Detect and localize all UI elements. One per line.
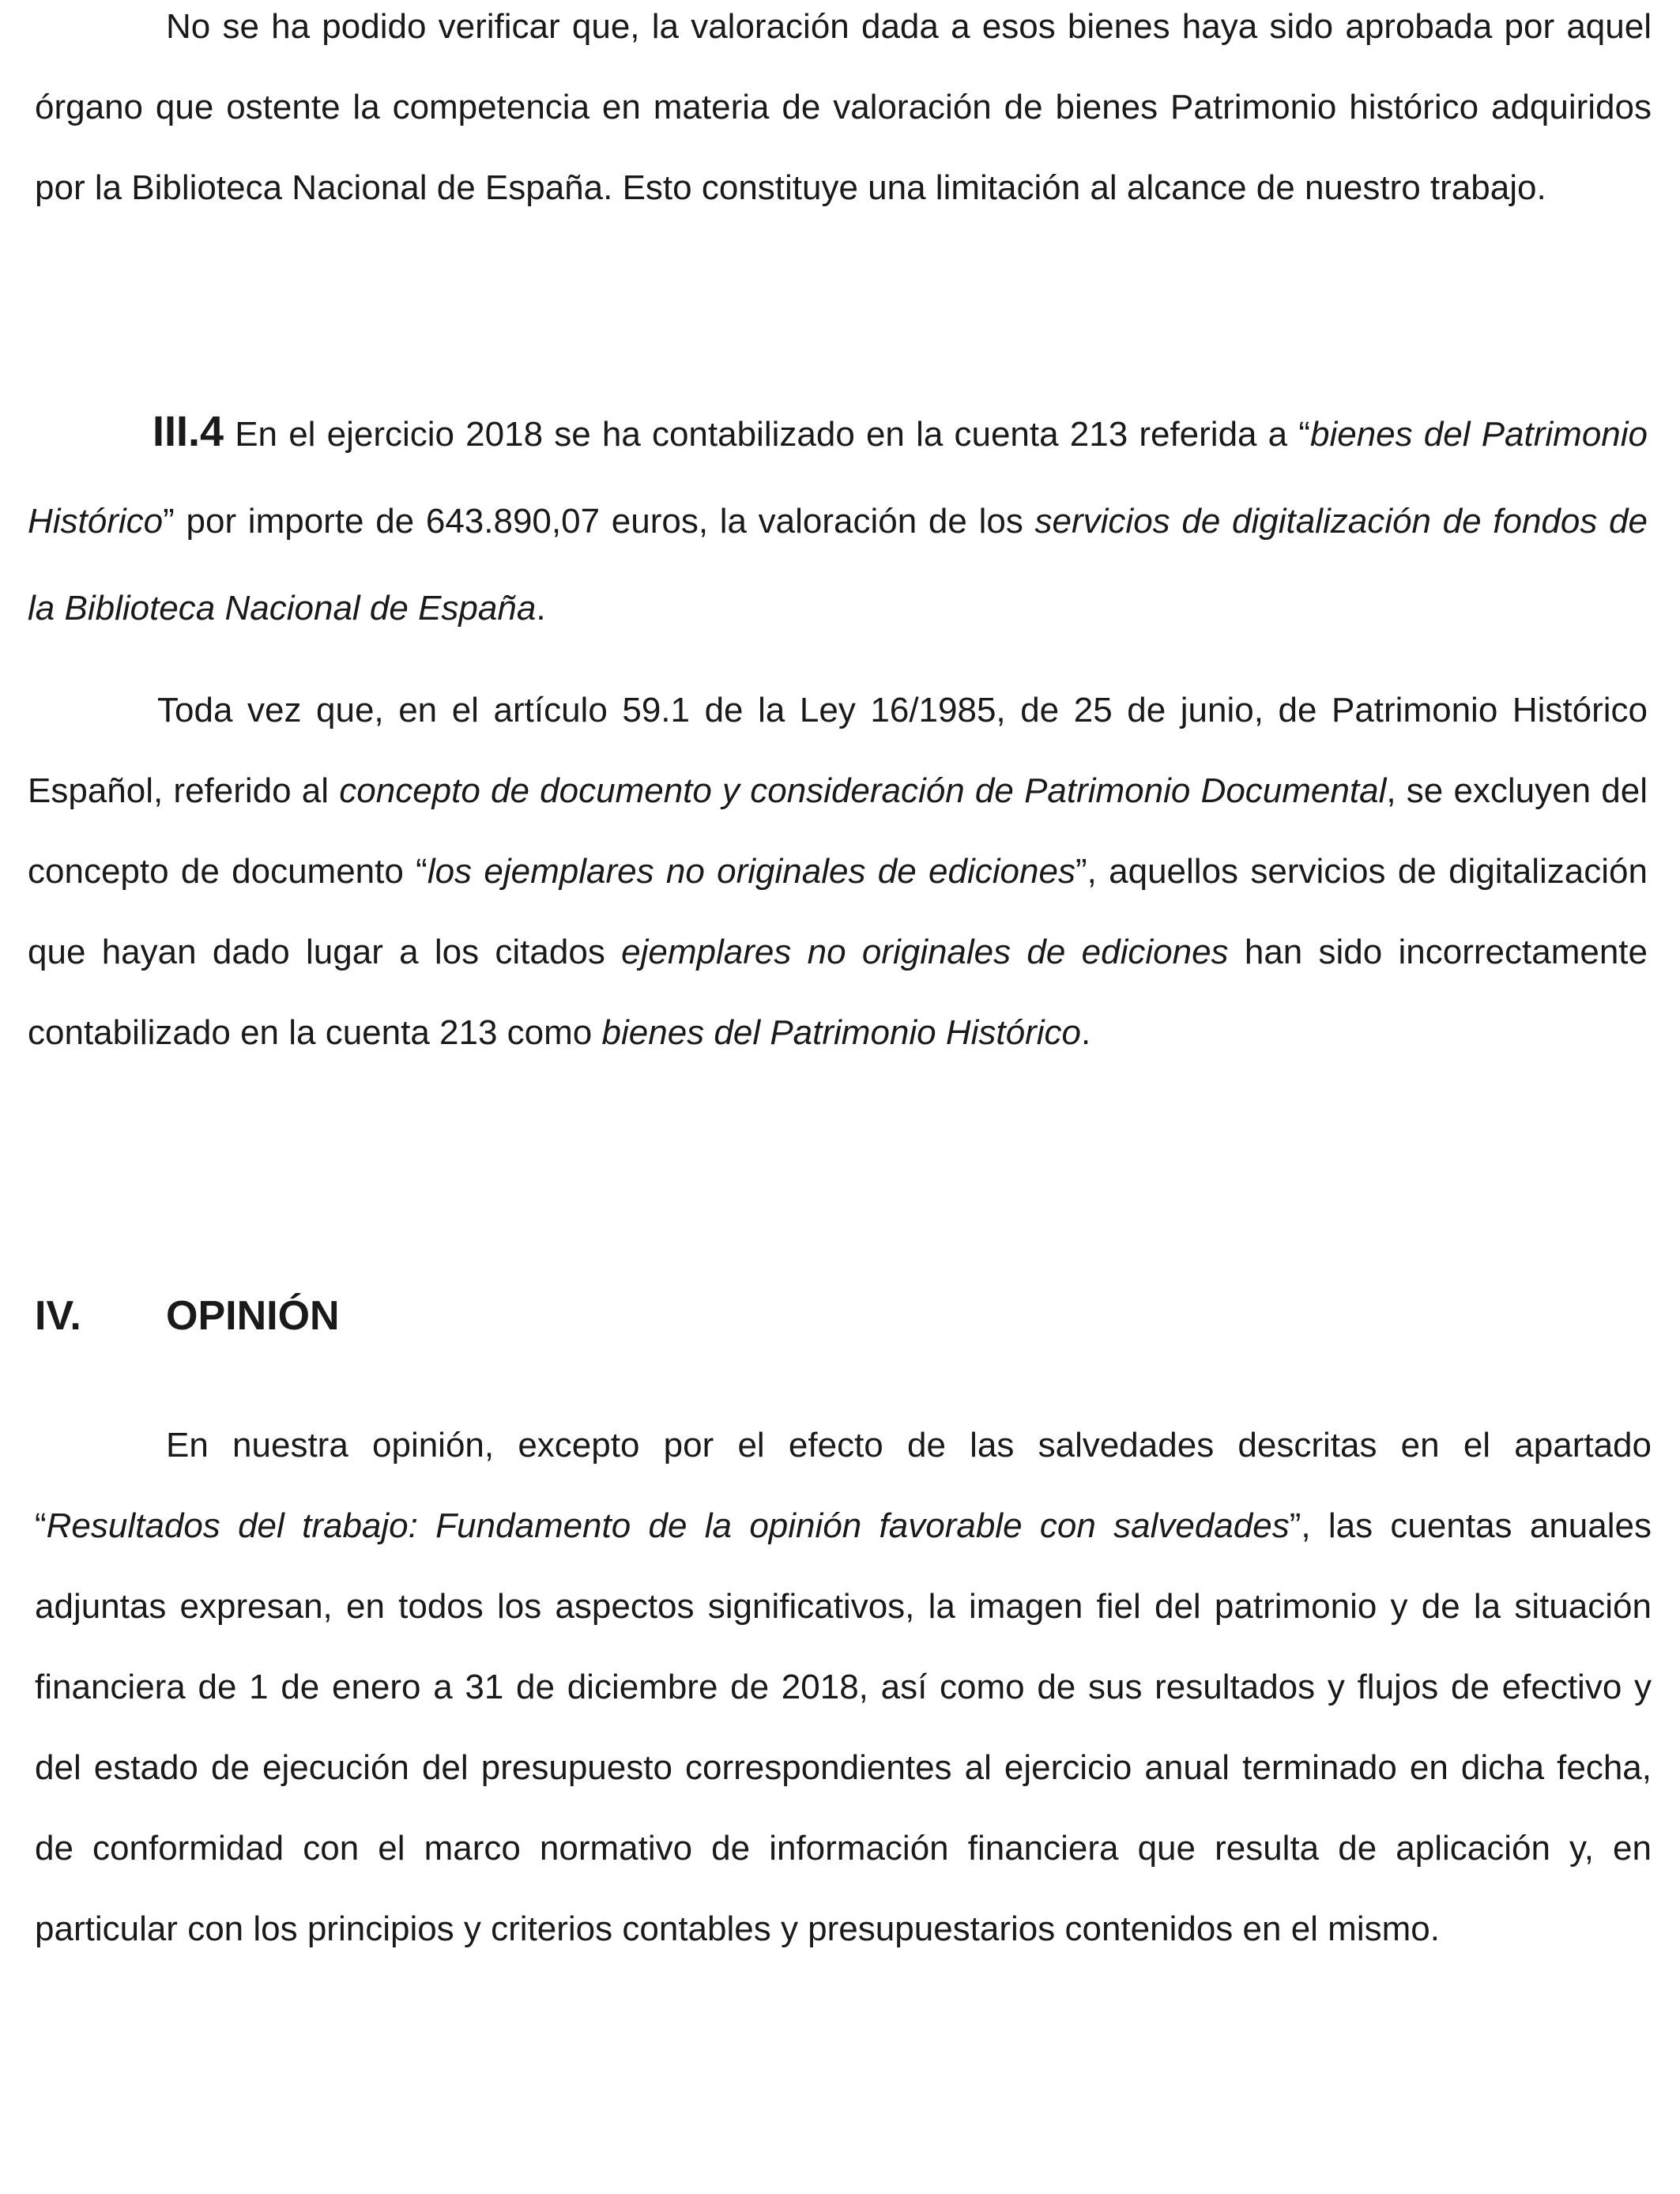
heading-number: IV. xyxy=(35,1293,81,1339)
section-heading-opinion xyxy=(35,1288,340,1344)
paragraph-opinion xyxy=(35,1405,1652,1970)
paragraph-text: . xyxy=(536,589,546,628)
paragraph-text: ”, aquellos servicios de digitalización que hayan dado lugar a los citados xyxy=(28,852,1648,971)
italic-term: concepto de documento y consideración de Patrimonio Documental xyxy=(339,771,1387,810)
paragraph-text: ” por importe de 643.890,07 euros, la valoración de los xyxy=(163,502,1035,541)
paragraph-section-iii-4 xyxy=(28,388,1648,652)
paragraph-legal-reference xyxy=(28,670,1648,1073)
italic-term: servicios de digitalización de fondos de la Biblioteca Nacional de España xyxy=(28,502,1648,628)
heading-title: OPINIÓN xyxy=(166,1293,340,1339)
italic-term: los ejemplares no originales de ediciones xyxy=(427,852,1075,891)
paragraph-text: han sido incorrectamente contabilizado en la cuenta 213 como xyxy=(28,933,1648,1052)
italic-term: bienes del Patrimonio Histórico xyxy=(601,1013,1082,1052)
paragraph-text: En el ejercicio 2018 se ha contabilizado en la cuenta 213 referida a “ xyxy=(224,415,1310,454)
italic-term: ejemplares no originales de ediciones xyxy=(621,933,1229,971)
paragraph-text: En nuestra opinión, excepto por el efecto de las salvedades descritas en el apartado “ xyxy=(35,1426,1652,1545)
italic-term: Resultados del trabajo: Fundamento de la opinión favorable con salvedades xyxy=(46,1506,1290,1545)
italic-term: bienes del Patrimonio Histórico xyxy=(28,415,1648,541)
paragraph-text: , se excluyen del concepto de documento “ xyxy=(28,771,1648,891)
paragraph-text: No se ha podido verificar que, la valoración dada a esos bienes haya sido aprobada por aquel órgano que ostente la competencia en materia de valoración de bienes Patrimonio histórico adquiridos por la Biblioteca Nacional de España. Esto constituye una limitación al alcance de nuestro trabajo. xyxy=(35,7,1652,207)
paragraph-text: . xyxy=(1081,1013,1091,1052)
section-number: III.4 xyxy=(153,408,224,455)
paragraph-valuation-limitation xyxy=(35,0,1652,228)
paragraph-text: Toda vez que, en el artículo 59.1 de la Ley 16/1985, de 25 de junio, de Patrimonio Histórico Español, referido al xyxy=(28,691,1648,810)
paragraph-text: ”, las cuentas anuales adjuntas expresan, en todos los aspectos significativos, la imagen fiel del patrimonio y de la situación financiera de 1 de enero a 31 de diciembre de 2018, así como de sus resultados y flujos de efectivo y del estado de ejecución del presupuesto correspondientes al ejercicio anual terminado en dicha fecha, de conformidad con el marco normativo de información financiera que resulta de aplicación y, en particular con los principios y criterios contables y presupuestarios contenidos en el mismo. xyxy=(35,1506,1652,1948)
